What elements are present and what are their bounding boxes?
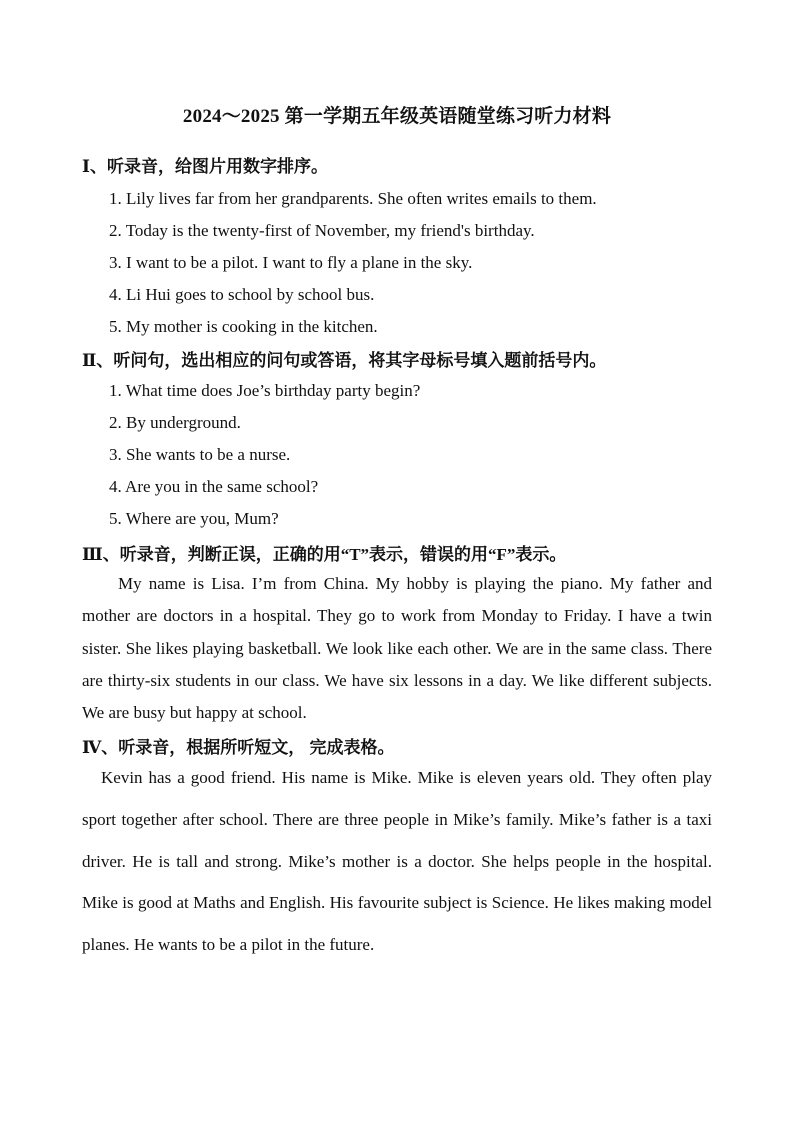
section-4-heading: Ⅳ、听录音，根据所听短文， 完成表格。 bbox=[82, 738, 395, 757]
section-1-item-1: 1. Lily lives far from her grandparents. She often writes emails to them. bbox=[109, 189, 597, 208]
section-1-item-2: 2. Today is the twenty-first of November, my friend's birthday. bbox=[109, 221, 535, 240]
section-2-item-5: 5. Where are you, Mum? bbox=[109, 509, 279, 528]
section-3-heading: Ⅲ、听录音，判断正误，正确的用“T”表示，错误的用“F”表示。 bbox=[82, 545, 567, 564]
section-1-item-5: 5. My mother is cooking in the kitchen. bbox=[109, 317, 378, 336]
page-title: 2024～2025 第一学期五年级英语随堂练习听力材料 bbox=[182, 106, 612, 127]
section-2-item-1: 1. What time does Joe’s birthday party begin? bbox=[109, 381, 421, 400]
section-2-heading: Ⅱ、听问句，选出相应的问句或答语，将其字母标号填入题前括号内。 bbox=[82, 351, 607, 370]
section-1-item-4: 4. Li Hui goes to school by school bus. bbox=[109, 285, 375, 304]
section-2-item-4: 4. Are you in the same school? bbox=[109, 477, 319, 496]
section-2-item-2: 2. By underground. bbox=[109, 413, 241, 432]
section-1-item-3: 3. I want to be a pilot. I want to fly a plane in the sky. bbox=[109, 253, 473, 272]
section-2-item-3: 3. She wants to be a nurse. bbox=[109, 445, 291, 464]
section-3-passage: My name is Lisa. I’m from China. My hobby is playing the piano. My father and mother are doctors in a hospital. They go to work from Monday to Friday. I have a twin sister. She likes playing basketball. We look like each other. We are in the same class. There are thirty-six students in our class. We have six lessons in a day. We like different subjects. We are busy but happy at school. bbox=[82, 574, 712, 723]
section-1-heading: Ⅰ、听录音，给图片用数字排序。 bbox=[82, 157, 328, 176]
section-4-passage: Kevin has a good friend. His name is Mike. Mike is eleven years old. They often play sport together after school. There are three people in Mike’s family. Mike’s father is a taxi driver. He is tall and strong. Mike’s mother is a doctor. She helps people in the hospital. Mike is good at Maths and English. His favourite subject is Science. He likes making model planes. He wants to be a pilot in the future. bbox=[82, 768, 712, 955]
